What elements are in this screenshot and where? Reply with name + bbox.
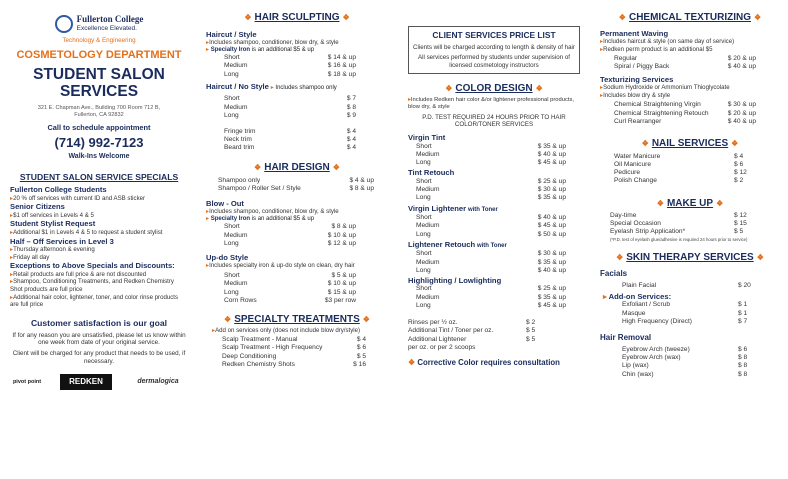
price-row: Long $ 18 & up bbox=[224, 70, 356, 78]
virgin-tint-heading: Virgin Tint bbox=[408, 133, 446, 143]
specials-item: ▸ Thursday afternoon & evening bbox=[10, 246, 188, 254]
nail-services-heading: ❖ NAIL SERVICES ❖ bbox=[641, 138, 739, 150]
haircut-style-heading: Haircut / Style bbox=[206, 29, 257, 39]
diamond-icon: ❖ bbox=[224, 315, 232, 325]
walkin-text: Walk-Ins Welcome bbox=[68, 152, 130, 160]
satisfaction-text: If for any reason you are unsatisfied, please let us know within one week from date of your original service. bbox=[12, 331, 186, 347]
specials-group-3: Student Stylist Request bbox=[10, 219, 96, 229]
price-row: Additional Lightener $ 5 bbox=[408, 335, 536, 343]
satisfaction-title: Customer satisfaction is our goal bbox=[30, 317, 168, 328]
address-line-2: Fullerton, CA 92832 bbox=[74, 112, 124, 119]
price-row: Medium $ 45 & up bbox=[416, 222, 566, 230]
specials-group-1: Fullerton College Students bbox=[10, 185, 107, 195]
no-style-heading: Haircut / No Style ▸ Includes shampoo only bbox=[206, 81, 337, 91]
texturizing-note: ▸ Sodium Hydroxide or Ammonium Thioglycolate bbox=[600, 84, 780, 92]
diamond-icon: ❖ bbox=[731, 139, 739, 149]
price-row: Scalp Treatment - High Frequency $ 6 bbox=[222, 344, 366, 352]
texturizing-heading: Texturizing Services bbox=[600, 74, 674, 84]
price-row: Long $ 12 & up bbox=[224, 239, 356, 247]
color-note: ▸ Includes Redken hair color &/or lightener professional products, blow dry, & style bbox=[408, 97, 586, 111]
price-row: Short $ 40 & up bbox=[416, 214, 566, 222]
price-row: Additional Tint / Toner per oz. $ 5 bbox=[408, 327, 536, 335]
specials-item: ▸ 20 % off services with current ID and ASB sticker bbox=[10, 195, 188, 203]
price-row: Short $ 25 & up bbox=[416, 177, 566, 185]
price-row: Medium $ 10 & up bbox=[224, 280, 356, 288]
college-seal-icon bbox=[55, 15, 73, 33]
price-row: Water Manicure $ 4 bbox=[614, 152, 744, 160]
price-row: Eyebrow Arch (wax) $ 8 bbox=[622, 354, 748, 362]
diamond-icon: ❖ bbox=[641, 139, 649, 149]
price-row: Eyebrow Arch (tweeze) $ 6 bbox=[622, 346, 748, 353]
price-row: Exfoliant / Scrub $ 1 bbox=[622, 301, 748, 309]
perm-note: ▸ Redken perm product is an additional $5 bbox=[600, 46, 780, 54]
price-row: Neck trim $ 4 bbox=[224, 136, 356, 144]
price-row: Medium $ 8 bbox=[224, 103, 356, 111]
department-title: COSMETOLOGY DEPARTMENT bbox=[16, 49, 182, 62]
eyelash-note: (*P.D. test of eyelash glue/adhesive is required 24 hours prior to service) bbox=[610, 236, 748, 242]
lightener-retouch-heading: Lightener Retouch with Toner bbox=[408, 239, 507, 249]
virgin-lightener-heading: Virgin Lightener with Toner bbox=[408, 203, 498, 213]
diamond-icon: ❖ bbox=[616, 253, 624, 263]
price-row: Special Occasion $ 15 bbox=[610, 220, 747, 228]
specials-item: ▸ $1 off services in Levels 4 & 5 bbox=[10, 212, 188, 220]
facials-heading: Facials bbox=[600, 268, 628, 278]
diamond-icon: ❖ bbox=[254, 162, 262, 172]
price-list-box bbox=[408, 26, 580, 74]
price-row: Short $ 8 & up bbox=[224, 223, 356, 231]
salon-title-2: SERVICES bbox=[59, 83, 139, 101]
price-row-note: per oz. or per 2 scoops bbox=[408, 343, 476, 351]
specials-item: ▸ Friday all day bbox=[10, 254, 188, 262]
salon-title-1: STUDENT SALON bbox=[33, 65, 165, 83]
college-tagline: Excellence Elevated. bbox=[76, 25, 137, 33]
brand-logos bbox=[10, 374, 188, 390]
specialty-note: ▸ Add on services only (does not include blow dry/style) bbox=[206, 327, 388, 335]
price-row: Long $ 9 bbox=[224, 111, 356, 119]
college-name: Fullerton College bbox=[76, 14, 144, 24]
price-row: Day-time $ 12 bbox=[610, 212, 747, 220]
price-row: Pedicure $ 12 bbox=[614, 169, 747, 177]
price-row: Curl Rearranger $ 40 & up bbox=[614, 117, 756, 125]
price-list-note-2: All services performed by students under supervision of licensed cosmetology instructors bbox=[417, 54, 570, 69]
diamond-icon: ❖ bbox=[445, 84, 453, 93]
highlighting-heading: Highlighting / Lowlighting bbox=[408, 276, 502, 285]
diamond-icon: ❖ bbox=[618, 13, 626, 23]
call-text: Call to schedule appointment bbox=[47, 123, 151, 133]
specials-title: STUDENT SALON SERVICE SPECIALS bbox=[19, 171, 179, 182]
price-row: Short $ 25 & up bbox=[416, 285, 566, 293]
price-row: Short $ 5 & up bbox=[224, 272, 356, 280]
price-row: Medium $ 10 & up bbox=[224, 231, 356, 239]
pivot-point-logo: pivot point bbox=[12, 378, 42, 385]
specials-item: ▸ Additional $1 in Levels 4 & 5 to request a student stylist bbox=[10, 229, 188, 237]
diamond-icon: ❖ bbox=[716, 198, 724, 208]
diamond-icon: ❖ bbox=[244, 13, 252, 23]
price-row: Shampoo / Roller Set / Style $ 8 & up bbox=[218, 185, 374, 193]
price-row: Scalp Treatment - Manual $ 4 bbox=[222, 336, 366, 344]
specials-group-4: Half – Off Services in Level 3 bbox=[10, 236, 114, 246]
redken-logo: REDKEN bbox=[60, 374, 112, 390]
specialty-iron-note: ▸ Specialty Iron is an additional $5 & up bbox=[206, 46, 315, 53]
diamond-icon: ❖ bbox=[408, 358, 416, 368]
specials-item: ▸ Additional hair color, lightener, toner, and color rinse products are full price bbox=[10, 294, 188, 309]
price-row: Short $ 14 & up bbox=[224, 54, 356, 62]
price-row: Chin (wax) $ 8 bbox=[622, 370, 748, 378]
price-row: Short $ 35 & up bbox=[416, 142, 566, 150]
updo-note: ▸ Includes specialty iron & up-do style on clean, dry hair bbox=[206, 262, 388, 270]
price-row: Short $ 30 & up bbox=[416, 250, 566, 258]
address-line-1: 321 E. Chapman Ave., Building 700 Room 712 B, bbox=[37, 105, 161, 112]
price-row: Plain Facial $ 20 bbox=[622, 281, 751, 289]
price-row: Chemical Straightening Retouch $ 20 & up bbox=[614, 109, 756, 117]
specials-item: ▸ Retail products are full price & are not discounted bbox=[10, 271, 188, 279]
price-row: Spiral / Piggy Back $ 40 & up bbox=[614, 63, 756, 71]
make-up-heading: ❖ MAKE UP ❖ bbox=[656, 197, 724, 209]
price-row: Beard trim $ 4 bbox=[224, 144, 356, 152]
chemical-texturizing-heading: ❖ CHEMICAL TEXTURIZING ❖ bbox=[618, 12, 762, 23]
perm-note: ▸ Includes haircut & style (on same day of service) bbox=[600, 38, 780, 46]
diamond-icon: ❖ bbox=[332, 162, 340, 172]
price-row: Regular $ 20 & up bbox=[614, 55, 756, 63]
price-row: Rinses per ½ oz. $ 2 bbox=[408, 319, 536, 327]
blow-out-note: ▸ Includes shampoo, conditioner, blow dry, & style bbox=[206, 208, 388, 216]
specialty-treatments-heading: ❖ SPECIALTY TREATMENTS ❖ bbox=[224, 314, 370, 325]
price-row: Oil Manicure $ 6 bbox=[614, 160, 744, 168]
specials-group-2: Senior Citizens bbox=[10, 202, 65, 212]
price-row: Masque $ 1 bbox=[622, 309, 748, 317]
price-row: Long $ 15 & up bbox=[224, 288, 356, 296]
dermalogica-logo: dermalogica bbox=[137, 377, 179, 385]
diamond-icon: ❖ bbox=[756, 253, 764, 263]
blow-out-heading: Blow - Out bbox=[206, 198, 244, 208]
specials-item: ▸ Shampoo, Conditioning Treatments, and Redken Chemistry Shot products are full price bbox=[10, 278, 188, 293]
diamond-icon: ❖ bbox=[535, 84, 543, 93]
color-design-heading: ❖ COLOR DESIGN ❖ bbox=[445, 82, 543, 94]
price-row: Eyelash Strip Application* $ 5 bbox=[610, 228, 744, 236]
price-list-note-1: Clients will be charged according to length & density of hair bbox=[413, 43, 575, 51]
add-on-heading: ▸ Add-on Services: bbox=[603, 291, 672, 301]
price-row: Polish Change $ 2 bbox=[614, 177, 744, 185]
perm-heading: Permanent Waving bbox=[600, 28, 669, 38]
price-row: Deep Conditioning $ 5 bbox=[222, 352, 366, 360]
college-logo bbox=[10, 14, 188, 33]
price-row: High Frequency (Direct) $ 7 bbox=[622, 317, 748, 325]
price-list-title: CLIENT SERVICES PRICE LIST bbox=[432, 30, 556, 40]
price-row: Medium $ 35 & up bbox=[416, 258, 566, 266]
column-1 bbox=[0, 0, 196, 479]
specials-group-5: Exceptions to Above Specials and Discounts: bbox=[10, 261, 175, 271]
column-2 bbox=[198, 0, 394, 479]
price-row: Redken Chemistry Shots $ 16 bbox=[222, 360, 366, 368]
column-4 bbox=[594, 0, 788, 479]
price-row: Long $ 40 & up bbox=[416, 266, 566, 274]
price-row: Medium $ 35 & up bbox=[416, 293, 566, 301]
updo-heading: Up-do Style bbox=[206, 252, 249, 262]
price-row: Corn Rows $3 per row bbox=[224, 296, 356, 304]
price-row: Medium $ 16 & up bbox=[224, 62, 356, 70]
hair-sculpting-heading: ❖ HAIR SCULPTING ❖ bbox=[244, 12, 350, 23]
pd-test-note: P.D. TEST REQUIRED 24 HOURS PRIOR TO HAIR COLOR/TONER SERVICES bbox=[422, 113, 566, 129]
price-row: Long $ 45 & up bbox=[416, 159, 566, 167]
price-row: Fringe trim $ 4 bbox=[224, 128, 356, 135]
price-row: Long $ 45 & up bbox=[416, 301, 566, 309]
haircut-note: ▸ Includes shampoo, conditioner, blow dry, & style bbox=[206, 39, 388, 47]
hair-removal-heading: Hair Removal bbox=[600, 333, 652, 342]
diamond-icon: ❖ bbox=[342, 13, 350, 23]
skin-therapy-heading: ❖ SKIN THERAPY SERVICES ❖ bbox=[616, 252, 764, 264]
tint-retouch-heading: Tint Retouch bbox=[408, 168, 455, 178]
specialty-iron-note: ▸ Specialty Iron is an additional $5 & up bbox=[206, 215, 315, 222]
price-row: Lip (wax) $ 8 bbox=[622, 362, 748, 370]
division: Technology & Engineering bbox=[62, 37, 136, 45]
price-row: Medium $ 30 & up bbox=[416, 186, 566, 194]
price-row: Long $ 50 & up bbox=[416, 230, 566, 238]
diamond-icon: ❖ bbox=[362, 315, 370, 325]
diamond-icon: ❖ bbox=[656, 198, 664, 208]
product-charge-text: Client will be charged for any product that needs to be used, if necessary. bbox=[12, 350, 186, 366]
hair-design-heading: ❖ HAIR DESIGN ❖ bbox=[254, 161, 340, 173]
price-row: Chemical Straightening Virgin $ 30 & up bbox=[614, 101, 756, 109]
phone-number[interactable]: (714) 992-7123 bbox=[54, 134, 144, 150]
price-row: Long $ 35 & up bbox=[416, 194, 566, 202]
corrective-color-note: ❖ Corrective Color requires consultation bbox=[408, 358, 560, 368]
price-row: Shampoo only $ 4 & up bbox=[218, 177, 374, 185]
diamond-icon: ❖ bbox=[754, 13, 762, 23]
price-row: Medium $ 40 & up bbox=[416, 150, 566, 158]
price-row: Short $ 7 bbox=[224, 95, 356, 103]
texturizing-note: ▸ Includes blow dry & style bbox=[600, 92, 780, 100]
column-3 bbox=[396, 0, 592, 479]
